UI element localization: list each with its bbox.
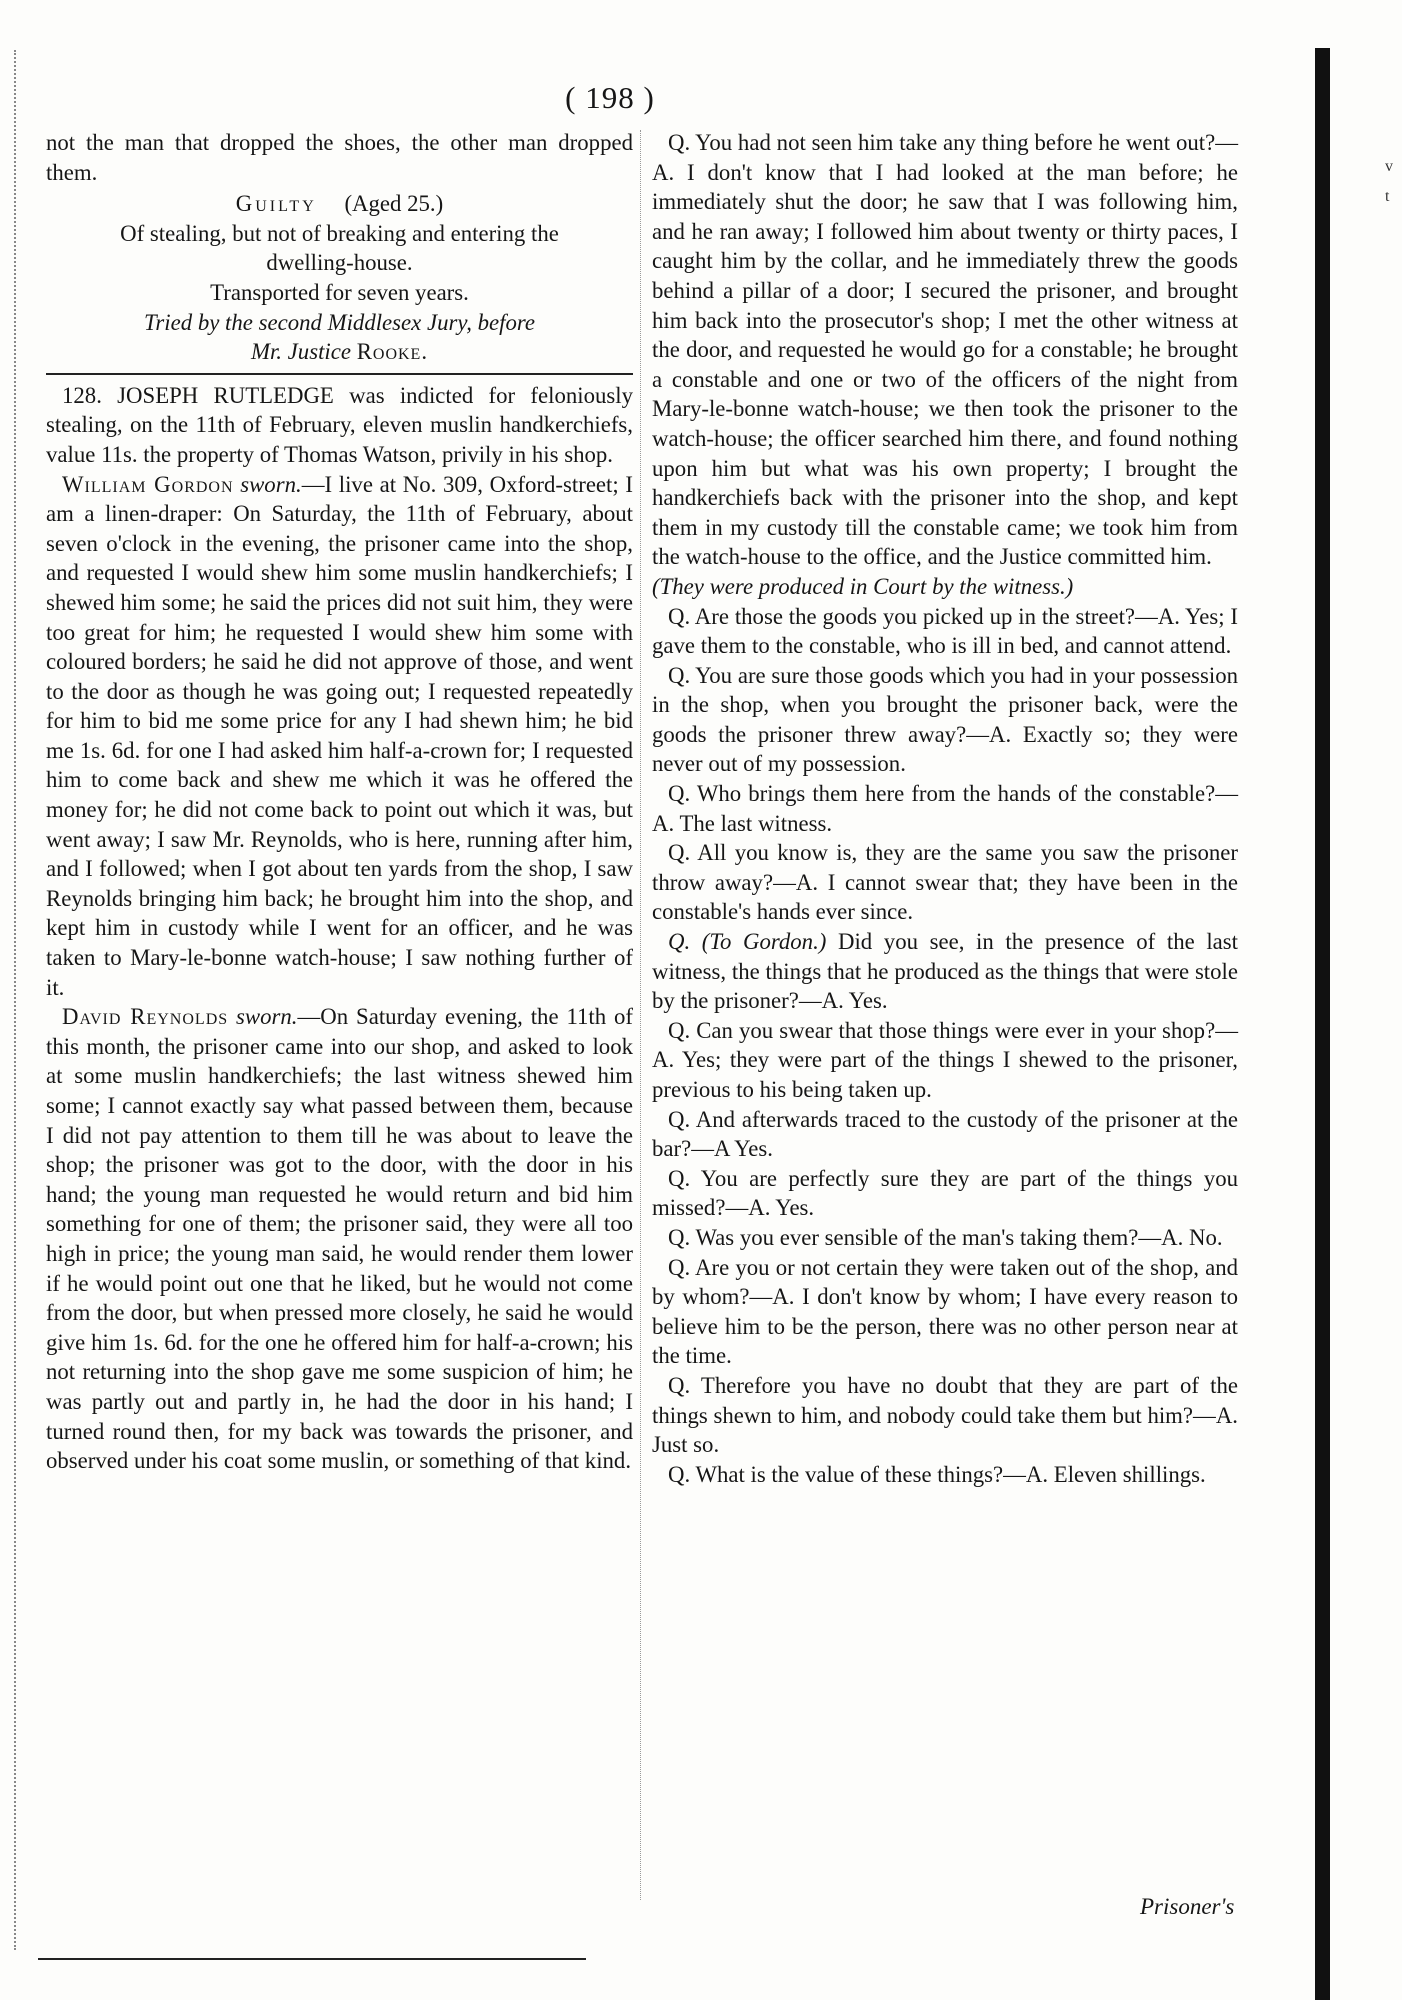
continued-paragraph: not the man that dropped the shoes, the other man dropped them. <box>46 130 633 185</box>
tried-line-2 <box>46 337 633 367</box>
page-number: ( 198 ) <box>565 80 655 115</box>
reynolds-testimony <box>46 1002 633 1476</box>
left-edge-mark <box>14 50 18 1950</box>
margin-mark-t: t <box>1385 188 1390 205</box>
qa-paragraph-12: Q. Therefore you have no doubt that they are part of the things shewn to him, and nobody could take them but him?—A. Just so. <box>652 1372 1238 1458</box>
verdict-detail-2: dwelling-house. <box>266 250 413 276</box>
case-indictment: 128. JOSEPH RUTLEDGE was indicted for feloniously stealing, on the 11th of February, eleven muslin handkerchiefs, value 11s. the property of Thomas Watson, privily in his shop. <box>46 382 633 467</box>
tried-judge-prefix: Mr. Justice <box>250 339 351 365</box>
verdict-detail-1: Of stealing, but not of breaking and entering the <box>120 220 559 246</box>
binding-edge-bar <box>1315 48 1330 2000</box>
qa-paragraph-4: Q. Who brings them here from the hands of the constable?—A. The last witness. <box>652 781 1238 836</box>
qa-paragraph-9: Q. You are perfectly sure they are part of the things you missed?—A. Yes. <box>652 1165 1238 1221</box>
qa-paragraph-3: Q. You are sure those goods which you had in your possession in the shop, when you brought the prisoner back, were the goods the prisoner threw away?—A. Exactly so; they were never out of my possession. <box>652 662 1238 777</box>
qa-paragraph-11: Q. Are you or not certain they were taken out of the shop, and by whom?—A. I don't know by whom; I have every reason to believe him to be the person, there was no other person near at the time. <box>652 1254 1238 1369</box>
sentence: Transported for seven years. <box>210 279 469 305</box>
qa-paragraph-7: Q. Can you swear that those things were ever in your shop?—A. Yes; they were part of the things I shewed to the prisoner, previous to his being taken up. <box>652 1017 1238 1102</box>
left-column <box>46 128 633 1476</box>
produced-note: (They were produced in Court by the witness.) <box>652 573 1074 599</box>
catchword: Prisoner's <box>1140 1894 1235 1919</box>
right-column <box>652 128 1238 1489</box>
margin-mark-v: v <box>1385 158 1393 175</box>
qa-paragraph-8: Q. And afterwards traced to the custody of the prisoner at the bar?—A Yes. <box>652 1106 1238 1162</box>
witness-name-gordon: William Gordon <box>62 471 234 497</box>
verdict-line <box>46 189 633 219</box>
qa-paragraph-6-text: Did you see, in the presence of the last witness, the things that he produced as the things that were stole by the prisoner?—A. Yes. <box>652 929 1238 1014</box>
sworn-label-reynolds: sworn. <box>236 1004 298 1030</box>
qa-paragraph-6 <box>652 927 1238 1016</box>
to-gordon-note: Q. (To Gordon.) <box>668 929 827 955</box>
reynolds-text: —On Saturday evening, the 11th of this month, the prisoner came into our shop, and asked to look at some muslin handkerchiefs; the last witness shewed him some; I cannot exactly say what passed between them, because I did not pay attention to them till he was about to leave the shop; the prisoner was got to the door, with the door in his hand; the young man requested he would return and bid him something for one of them; the prisoner said, they were all too high in price; the young man said, he would render them lower if he would point out one that he liked, but he would not come from the door, but when pressed more closely, he said he would give him 1s. 6d. for the one he offered him for half-a-crown; his not returning into the shop gave me some suspicion of him; he was partly out and partly in, he had the door in his hand; I turned round then, for my back was towards the prisoner, and observed under his coat some muslin, or something of that kind. <box>46 1004 634 1474</box>
sworn-label-gordon: sworn. <box>240 471 302 497</box>
gordon-text: —I live at No. 309, Oxford-street; I am a linen-draper: On Saturday, the 11th of February, about seven o'clock in the evening, the prisoner came into the shop, and requested I would shew him some muslin handkerchiefs; I shewed him some; he said the prices did not suit him, they were too great for him; he requested I would shew him some with coloured borders; he said he did not approve of those, and went to the door as though he was going out; I requested repeatedly for him to bid me some price for any I had shewn him; he bid me 1s. 6d. for one I had asked him half-a-crown for; I requested him to come back and shew me which it was he offered the money for; he did not come back to point out which it was, but went away; I saw Mr. Reynolds, who is here, running after him, and I followed; when I got about ten yards from the shop, I saw Reynolds bringing him back; he brought him into the shop, and kept him in custody while I went for an officer, and he was taken to Mary-le-bonne watch-house; I saw nothing further of it. <box>46 471 633 1000</box>
tried-judge-name: Rooke. <box>356 339 429 365</box>
witness-name-reynolds: David Reynolds <box>62 1004 229 1030</box>
column-gutter <box>640 130 641 1900</box>
qa-paragraph-2: Q. Are those the goods you picked up in the street?—A. Yes; I gave them to the constable, who is ill in bed, and cannot attend. <box>652 603 1238 659</box>
tried-line-1: Tried by the second Middlesex Jury, before <box>143 309 536 335</box>
qa-paragraph-10: Q. Was you ever sensible of the man's taking them?—A. No. <box>668 1224 1223 1250</box>
bottom-rule <box>38 1958 586 1960</box>
qa-paragraph-13: Q. What is the value of these things?—A. Eleven shillings. <box>668 1461 1206 1487</box>
section-rule <box>46 373 633 375</box>
gordon-testimony <box>46 470 633 1003</box>
qa-paragraph-5: Q. All you know is, they are the same you saw the prisoner throw away?—A. I cannot swear that; they have been in the constable's hands ever since. <box>652 840 1238 925</box>
qa-paragraph-1: Q. You had not seen him take any thing before he went out?—A. I don't know that I had looked at the man before; he immediately shut the door; he saw that I was following him, and he ran away; I followed him about twenty or thirty paces, I caught him by the collar, and he immediately threw the goods behind a pillar of a door; I secured the prisoner, and brought him back into the prosecutor's shop; I met the other witness at the door, and requested he would go for a constable; he brought a constable and one or two of the officers of the night from Mary-le-bonne watch-house; we then took the prisoner to the watch-house; the officer searched him there, and found nothing upon him but what was his own property; I brought the handkerchiefs back with the prisoner into the shop, and kept them in my custody till the constable came; we took him from the watch-house to the office, and the Justice committed him. <box>652 130 1238 570</box>
verdict-label: Guilty <box>235 191 317 217</box>
verdict-age: (Aged 25.) <box>344 191 444 217</box>
